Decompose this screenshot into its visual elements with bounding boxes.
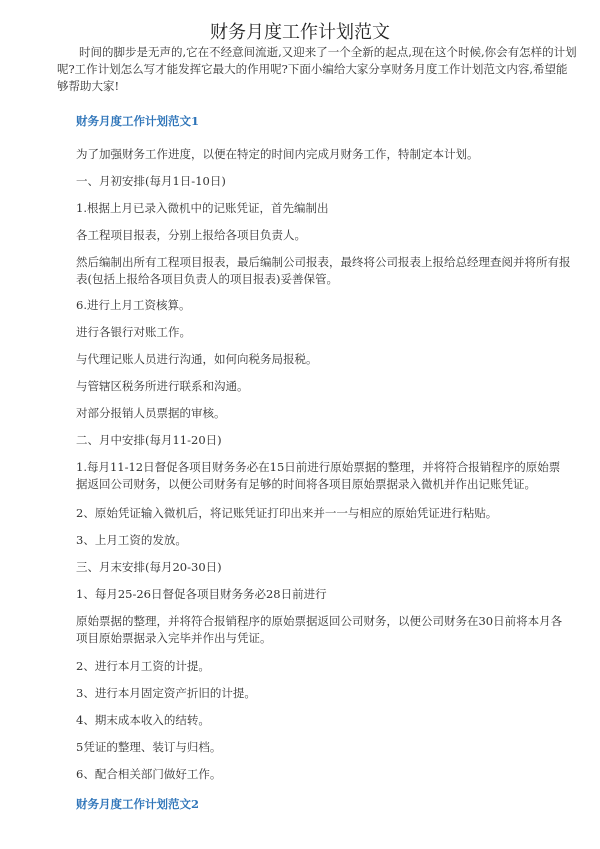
section-heading-1: 财务月度工作计划范文1 (76, 114, 200, 128)
page-title: 财务月度工作计划范文 (210, 22, 390, 43)
paragraph: 原始票据的整理，并将符合报销程序的原始票据返回公司财务，以便公司财务在30日前将本月各项目原始票据录入完毕并作出与凭证。 (76, 614, 563, 645)
paragraph: 三、月末安排(每月20-30日) (76, 560, 222, 574)
paragraph: 然后编制出所有工程项目报表，最后编制公司报表，最终将公司报表上报给总经理查阅并将所有报表(包括上报给各项目负责人的项目报表)妥善保管。 (76, 255, 571, 286)
paragraph: 与管辖区税务所进行联系和沟通。 (76, 379, 249, 393)
paragraph: 5凭证的整理、装订与归档。 (76, 740, 222, 754)
paragraph: 2、原始凭证输入微机后，将记账凭证打印出来并一一与相应的原始凭证进行粘贴。 (76, 506, 498, 520)
section-heading-2: 财务月度工作计划范文2 (76, 797, 200, 811)
paragraph: 3、上月工资的发放。 (76, 533, 187, 547)
paragraph: 4、期末成本收入的结转。 (76, 713, 210, 727)
paragraph: 二、月中安排(每月11-20日) (76, 433, 222, 447)
paragraph: 1、每月25-26日督促各项目财务务必28日前进行 (76, 587, 327, 601)
paragraph: 2、进行本月工资的计提。 (76, 659, 210, 673)
paragraph: 6.进行上月工资核算。 (76, 298, 191, 312)
paragraph: 进行各银行对账工作。 (76, 325, 191, 339)
paragraph: 一、月初安排(每月1日-10日) (76, 174, 226, 188)
paragraph: 各工程项目报表，分别上报给各项目负责人。 (76, 228, 306, 242)
paragraph: 1.每月11-12日督促各项目财务务必在15日前进行原始票据的整理，并将符合报销程序的原始票据返回公司财务，以便公司财务有足够的时间将各项目原始票据录入微机并作出记账凭证。 (76, 460, 561, 491)
paragraph: 对部分报销人员票据的审核。 (76, 406, 226, 420)
paragraph: 与代理记账人员进行沟通，如何向税务局报税。 (76, 352, 318, 366)
paragraph: 3、进行本月固定资产折旧的计提。 (76, 686, 256, 700)
paragraph: 1.根据上月已录入微机中的记账凭证，首先编制出 (76, 201, 329, 215)
paragraph: 6、配合相关部门做好工作。 (76, 767, 222, 781)
intro-paragraph: 时间的脚步是无声的,它在不经意间流逝,又迎来了一个全新的起点,现在这个时候,你会有怎样的计划呢?工作计划怎么写才能发挥它最大的作用呢?下面小编给大家分享财务月度工作计划范文内容,希望能够帮助大家! (57, 45, 577, 93)
paragraph: 为了加强财务工作进度，以便在特定的时间内完成月财务工作，特制定本计划。 (76, 147, 479, 161)
